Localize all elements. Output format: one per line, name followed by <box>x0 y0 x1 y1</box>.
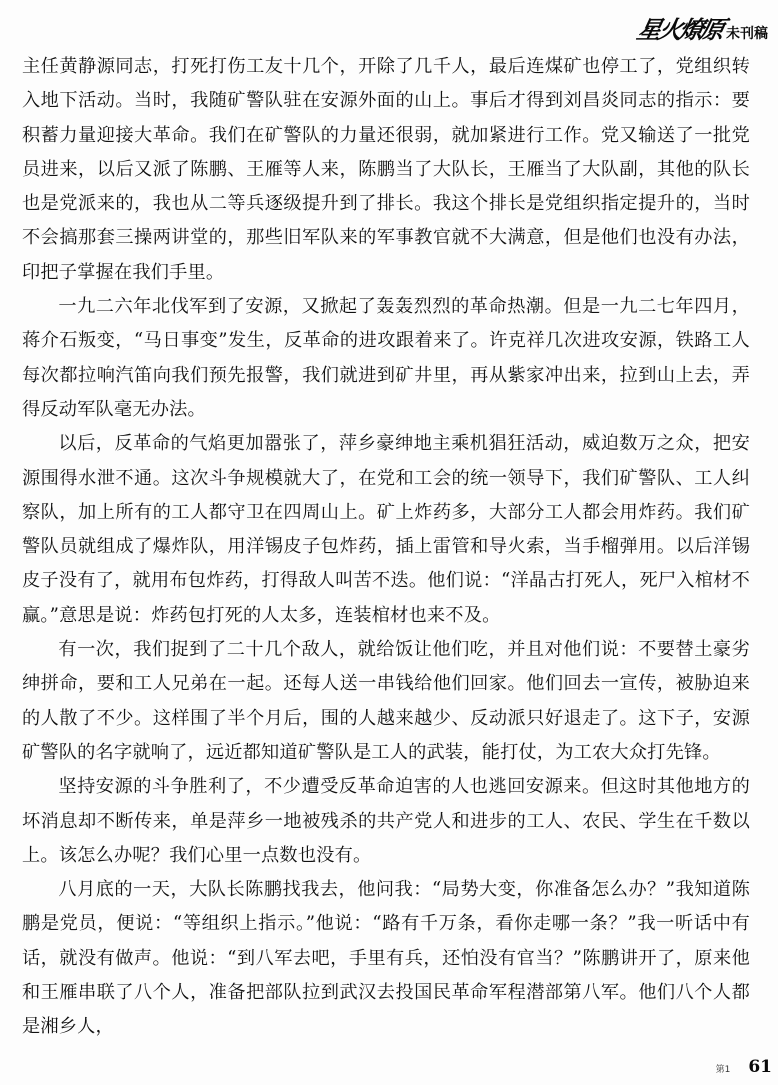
paragraph: 主任黄静源同志，打死打伤工友十几个，开除了几千人，最后连煤矿也停工了，党组织转入地下活动。当时，我随矿警队驻在安源外面的山上。事后才得到刘昌炎同志的指示：要积蓄力量迎接大革命。我们在矿警队的力量还很弱，就加紧进行工作。党又输送了一批党员进来，以后又派了陈鹏、王雁等人来，陈鹏当了大队长，王雁当了大队副，其他的队长也是党派来的，我也从二等兵逐级提升到了排长。我这个排长是党组织指定提升的，当时不会搞那套三操两讲堂的，那些旧军队来的军事教官就不大满意，但是他们也没有办法，印把子掌握在我们手里。 <box>22 56 750 283</box>
journal-logo: 星火燎原 <box>634 15 725 44</box>
journal-header <box>634 10 768 45</box>
paragraph: 一九二六年北伐军到了安源，又掀起了轰轰烈烈的革命热潮。但是一九二七年四月，蒋介石叛变，“马日事变”发生，反革命的进攻跟着来了。许克祥几次进攻安源，铁路工人每次都拉响汽笛向我们预先报警，我们就进到矿井里，再从紫家冲出来，拉到山上去，弄得反动军队毫无办法。 <box>22 296 750 420</box>
article-body <box>22 50 750 1045</box>
paragraph: 八月底的一天，大队长陈鹏找我去，他问我：“局势大变，你准备怎么办？”我知道陈鹏是党员，便说：“等组织上指示。”他说：“路有千万条，看你走哪一条？”我一听话中有话，就没有做声。他说：“到八军去吧，手里有兵，还怕没有官当？”陈鹏讲开了，原来他和王雁串联了八个人，准备把部队拉到武汉去投国民革命军程潜部第八军。他们八个人都是湘乡人， <box>22 879 750 1038</box>
paragraph: 有一次，我们捉到了二十几个敌人，就给饭让他们吃，并且对他们说：不要替土豪劣绅拼命，要和工人兄弟在一起。还每人送一串钱给他们回家。他们回去一宣传，被胁迫来的人散了不少。这样围了半个月后，围的人越来越少、反动派只好退走了。这下子，安源矿警队的名字就响了，远近都知道矿警队是工人的武装，能打仗，为工农大众打先锋。 <box>22 639 750 763</box>
footer-mark: 第1 <box>715 1065 731 1075</box>
page-number: 61 <box>748 1057 772 1077</box>
journal-subtitle: 未刊稿 <box>726 26 768 42</box>
paragraph: 以后，反革命的气焰更加嚣张了，萍乡豪绅地主乘机猖狂活动，威迫数万之众，把安源围得水泄不通。这次斗争规模就大了，在党和工会的统一领导下，我们矿警队、工人纠察队，加上所有的工人都守卫在四周山上。矿上炸药多，大部分工人都会用炸药。我们矿警队员就组成了爆炸队，用洋锡皮子包炸药，插上雷管和导火索，当手榴弹用。以后洋锡皮子没有了，就用布包炸药，打得敌人叫苦不迭。他们说：“洋晶古打死人，死尸入棺材不赢。”意思是说：炸药包打死的人太多，连装棺材也来不及。 <box>22 433 750 626</box>
page-footer <box>716 1057 772 1077</box>
paragraph: 坚持安源的斗争胜利了，不少遭受反革命迫害的人也逃回安源来。但这时其他地方的坏消息却不断传来，单是萍乡一地被残杀的共产党人和进步的工人、农民、学生在千数以上。该怎么办呢？我们心里一点数也没有。 <box>22 776 750 866</box>
